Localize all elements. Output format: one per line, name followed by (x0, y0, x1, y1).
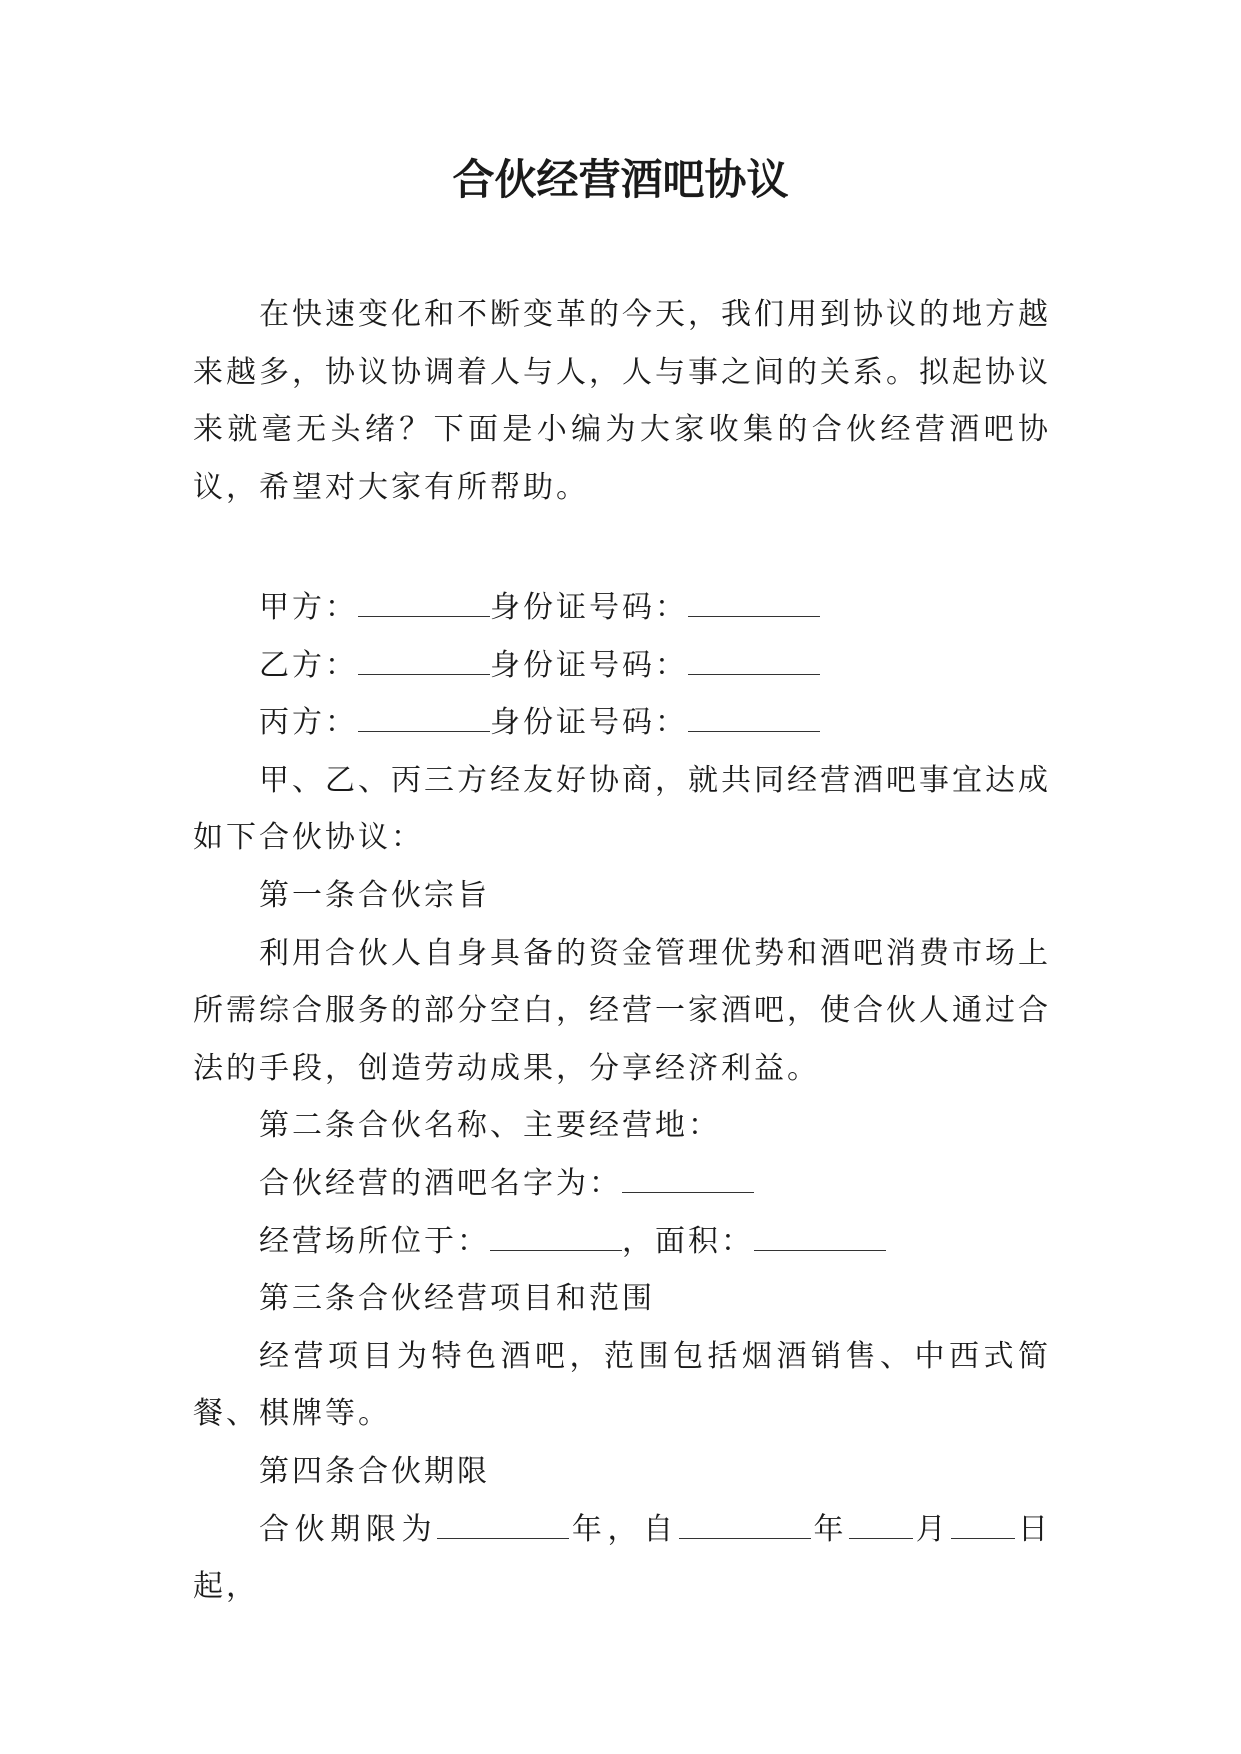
party-c-line (193, 694, 1051, 752)
party-a-line (193, 579, 1051, 637)
term-year-from: 年，自 (569, 1511, 679, 1547)
intro-section (193, 286, 1051, 516)
area-blank (754, 1221, 886, 1251)
location-blank (490, 1221, 622, 1251)
party-c-label: 丙方： (259, 705, 358, 741)
area-label: ，面积： (622, 1223, 754, 1259)
article-4-heading: 第四条合伙期限 (259, 1453, 490, 1489)
start-year-unit: 年 (810, 1511, 850, 1547)
bar-name-blank (622, 1163, 754, 1193)
party-a-label: 甲方： (259, 590, 358, 625)
start-day-blank (951, 1509, 1015, 1539)
start-day-unit: 日起， (193, 1511, 1052, 1605)
party-a-id-blank (688, 588, 820, 618)
party-b-label: 乙方： (259, 647, 358, 683)
party-b-id-blank (688, 645, 820, 675)
term-prefix: 合伙期限为 (259, 1511, 438, 1547)
party-b-line (193, 637, 1051, 695)
article-2-heading: 第二条合伙名称、主要经营地： (259, 1108, 721, 1144)
term-years-blank (437, 1509, 569, 1539)
intro-paragraph: 在快速变化和不断变革的今天，我们用到协议的地方越来越多，协议协调着人与人，人与事之间的关系。拟起协议来就毫无头绪？下面是小编为大家收集的合伙经营酒吧协议，希望对大家有所帮助。 (193, 297, 1051, 505)
start-month-blank (849, 1509, 913, 1539)
party-c-id-blank (688, 703, 820, 733)
party-c-name-blank (358, 703, 490, 733)
preamble-paragraph: 甲、乙、丙三方经友好协商，就共同经营酒吧事宜达成如下合伙协议： (193, 762, 1051, 856)
start-year-blank (679, 1509, 811, 1539)
location-line (193, 1213, 1051, 1271)
party-c-id-label: 身份证号码： (490, 705, 688, 741)
article-1-body: 利用合伙人自身具备的资金管理优势和酒吧消费市场上所需综合服务的部分空白，经营一家酒吧，使合伙人通过合法的手段，创造劳动成果，分享经济利益。 (193, 935, 1051, 1086)
article-3-body: 经营项目为特色酒吧，范围包括烟酒销售、中西式简餐、棋牌等。 (193, 1338, 1051, 1432)
location-label: 经营场所位于： (259, 1223, 490, 1259)
bar-name-label: 合伙经营的酒吧名字为： (259, 1165, 622, 1201)
party-b-name-blank (358, 645, 490, 675)
start-month-unit: 月 (913, 1511, 952, 1547)
term-line (193, 1501, 1051, 1616)
document-title: 合伙经营酒吧协议 (452, 155, 789, 204)
article-1-heading: 第一条合伙宗旨 (259, 877, 490, 913)
party-a-name-blank (358, 588, 490, 618)
party-b-id-label: 身份证号码： (490, 647, 688, 683)
article-3-heading: 第三条合伙经营项目和范围 (259, 1281, 655, 1317)
party-a-id-label: 身份证号码： (490, 590, 688, 625)
agreement-body (193, 579, 1051, 1616)
bar-name-line (193, 1155, 1051, 1213)
